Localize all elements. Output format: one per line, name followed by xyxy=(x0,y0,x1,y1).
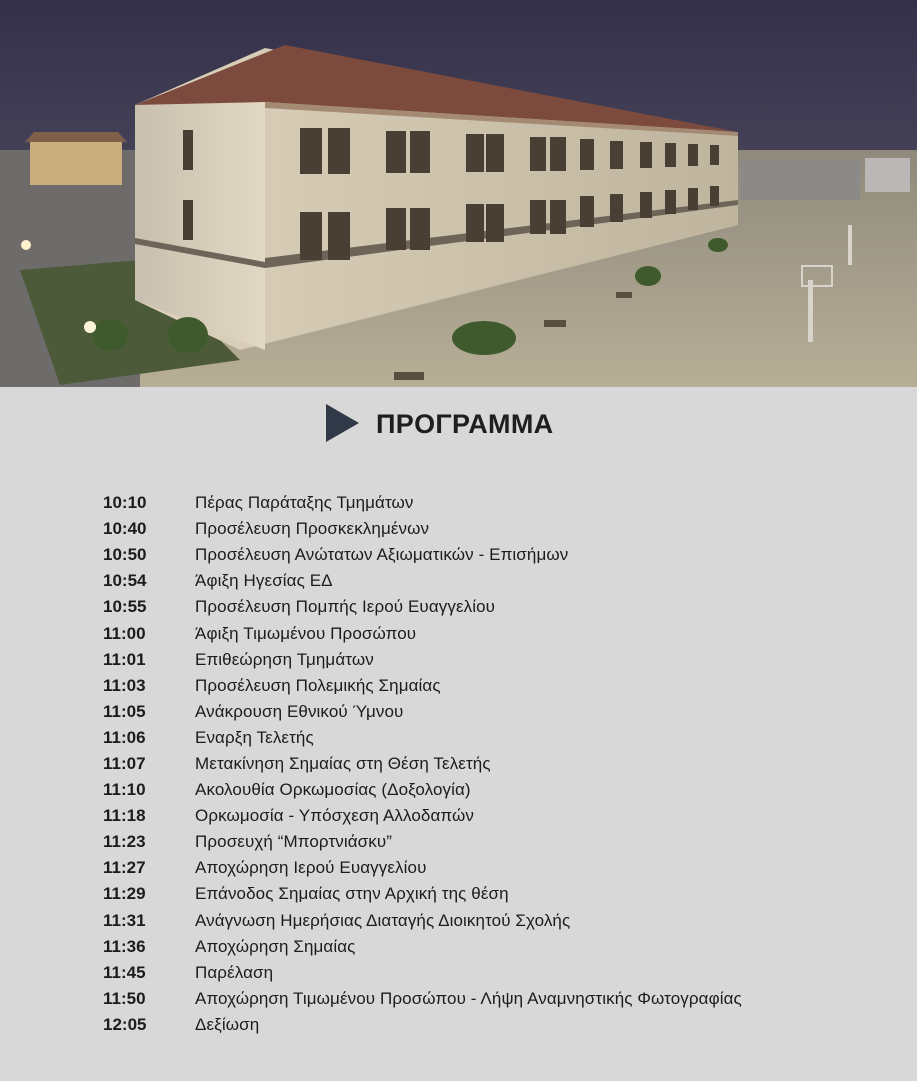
schedule-time: 11:00 xyxy=(103,623,146,643)
schedule-event: Προσέλευση Προσκεκλημένων xyxy=(195,519,430,539)
schedule-event: Άφιξη Ηγεσίας ΕΔ xyxy=(195,571,333,591)
program-heading xyxy=(0,400,917,452)
schedule-row xyxy=(103,777,883,803)
schedule-time: 11:50 xyxy=(103,988,146,1008)
schedule-row xyxy=(103,829,883,855)
schedule-time: 11:29 xyxy=(103,884,146,904)
schedule-time: 11:10 xyxy=(103,780,146,800)
schedule-event: Προσέλευση Πομπής Ιερού Ευαγγελίου xyxy=(195,597,496,617)
schedule-time: 11:31 xyxy=(103,910,146,930)
schedule-time: 11:07 xyxy=(103,753,146,773)
schedule-row xyxy=(103,647,883,673)
schedule-event: Ορκωμοσία - Υπόσχεση Αλλοδαπών xyxy=(195,806,474,826)
schedule-event: Ανάγνωση Ημερήσιας Διαταγής Διοικητού Σχολής xyxy=(195,910,571,930)
schedule-time: 11:18 xyxy=(103,806,146,826)
schedule-time: 11:27 xyxy=(103,858,146,878)
schedule-time: 11:36 xyxy=(103,936,146,956)
schedule-row xyxy=(103,1012,883,1038)
schedule-event: Αποχώρηση Ιερού Ευαγγελίου xyxy=(195,858,427,878)
schedule-row xyxy=(103,542,883,568)
schedule-time: 11:01 xyxy=(103,649,146,669)
schedule-list xyxy=(103,490,883,1038)
schedule-row xyxy=(103,594,883,620)
page-title: ΠΡΟΓΡΑΜΜΑ xyxy=(376,409,554,439)
schedule-event: Επάνοδος Σημαίας στην Αρχική της θέση xyxy=(195,884,509,904)
schedule-time: 12:05 xyxy=(103,1014,147,1034)
schedule-time: 10:10 xyxy=(103,493,147,513)
schedule-time: 11:06 xyxy=(103,727,146,747)
play-triangle-icon xyxy=(326,404,359,442)
schedule-time: 11:05 xyxy=(103,701,146,721)
schedule-event: Αποχώρηση Τιμωμένου Προσώπου - Λήψη Αναμνηστικής Φωτογραφίας xyxy=(195,988,742,1008)
schedule-event: Δεξίωση xyxy=(195,1014,260,1034)
schedule-row xyxy=(103,490,883,516)
schedule-event: Προσέλευση Ανώτατων Αξιωματικών - Επισήμων xyxy=(195,545,569,565)
schedule-event: Προσέλευση Πολεμικής Σημαίας xyxy=(195,675,441,695)
schedule-row xyxy=(103,725,883,751)
schedule-event: Ανάκρουση Εθνικού Ύμνου xyxy=(195,701,404,721)
schedule-row xyxy=(103,803,883,829)
schedule-event: Επιθεώρηση Τμημάτων xyxy=(195,649,374,669)
schedule-event: Προσευχή “Μπορτνιάσκυ” xyxy=(195,832,393,852)
schedule-time: 10:40 xyxy=(103,519,147,539)
schedule-row xyxy=(103,908,883,934)
schedule-row xyxy=(103,620,883,646)
schedule-time: 10:55 xyxy=(103,597,147,617)
schedule-row xyxy=(103,934,883,960)
night-campus-building-photo xyxy=(0,0,917,387)
schedule-row xyxy=(103,568,883,594)
schedule-time: 11:23 xyxy=(103,832,146,852)
schedule-event: Αποχώρηση Σημαίας xyxy=(195,936,356,956)
schedule-event: Παρέλαση xyxy=(195,962,274,982)
schedule-row xyxy=(103,751,883,777)
schedule-event: Εναρξη Τελετής xyxy=(195,727,314,747)
schedule-event: Πέρας Παράταξης Τμημάτων xyxy=(195,493,414,513)
schedule-event: Άφιξη Τιμωμένου Προσώπου xyxy=(195,623,417,643)
schedule-time: 11:03 xyxy=(103,675,146,695)
schedule-row xyxy=(103,699,883,725)
schedule-time: 11:45 xyxy=(103,962,146,982)
schedule-row xyxy=(103,881,883,907)
schedule-row xyxy=(103,855,883,881)
schedule-row xyxy=(103,516,883,542)
schedule-row xyxy=(103,673,883,699)
schedule-row xyxy=(103,986,883,1012)
schedule-time: 10:50 xyxy=(103,545,147,565)
schedule-event: Μετακίνηση Σημαίας στη Θέση Τελετής xyxy=(195,753,491,773)
schedule-event: Ακολουθία Ορκωμοσίας (Δοξολογία) xyxy=(195,780,471,800)
schedule-time: 10:54 xyxy=(103,571,147,591)
schedule-row xyxy=(103,960,883,986)
